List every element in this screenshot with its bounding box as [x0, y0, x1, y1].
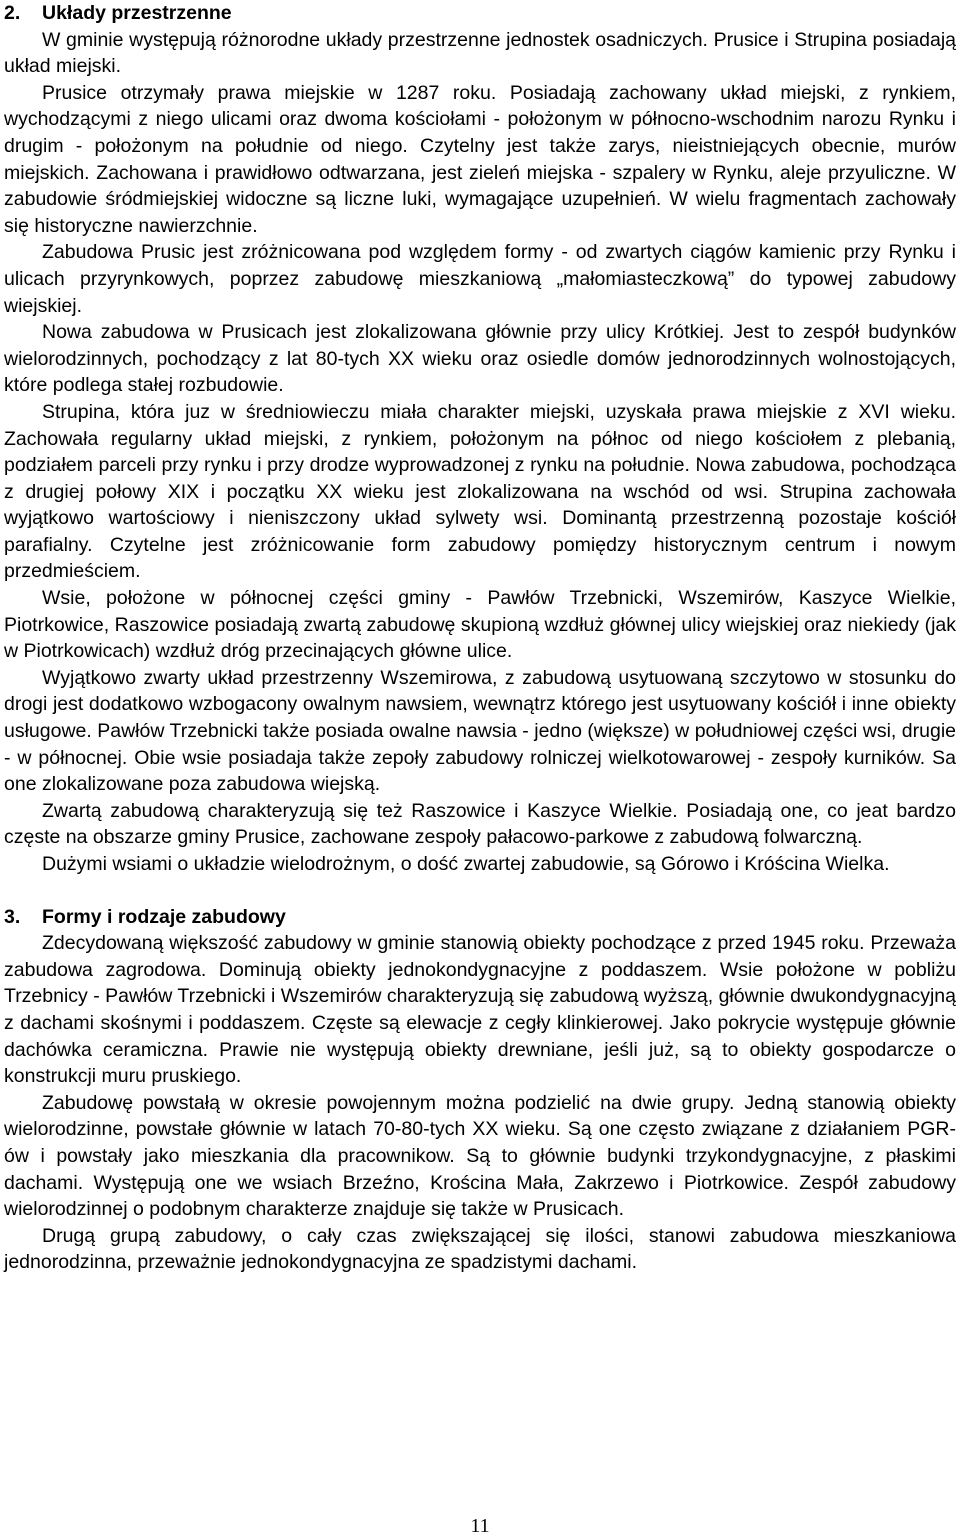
paragraph: Strupina, która juz w średniowieczu miała charakter miejski, uzyskała prawa miejskie z XVI wieku. Zachowała regularny układ miejski, z rynkiem, położonym na północ od niego kościołem z plebanią, podziałem parceli przy rynku i przy drodze wyprowadzonej z rynku na południe. Nowa zabudowa, pochodząca z drugiej połowy XIX i początku XX wieku jest zlokalizowana na wschód od wsi. Strupina zachowała wyjątkowo wartościowy i nieniszczony układ sylwety wsi. Dominantą przestrzenną pozostaje kościół parafialny. Czytelne jest zróżnicowanie form zabudowy pomiędzy historycznym centrum i nowym przedmieściem. — [4, 400, 956, 583]
paragraph: Zabudowę powstałą w okresie powojennym można podzielić na dwie grupy. Jedną stanowią obiekty wielorodzinne, powstałe głównie w latach 70-80-tych XX wieku. Są one często związane z działaniem PGR-ów i powstały jako mieszkania dla pracownikow. Są to głównie budynki trzykondygnacyjne, z płaskimi dachami. Występują one we wsiach Brzeźno, Krościna Mała, Zakrzewo i Piotrkowice. Zespół zabudowy wielorodzinnej o podobnym charakterze znajduje się także w Prusicach. — [4, 1091, 956, 1221]
section-title: Formy i rodzaje zabudowy — [42, 905, 286, 928]
paragraph: W gminie występują różnorodne układy przestrzenne jednostek osadniczych. Prusice i Strupina posiadają układ miejski. — [4, 28, 956, 78]
paragraph: Zdecydowaną większość zabudowy w gminie stanowią obiekty pochodzące z przed 1945 roku. Przeważa zabudowa zagrodowa. Dominują obiekty jednokondygnacyjne z poddaszem. Wsie położone w pobliżu Trzebnicy - Pawłów Trzebnicki i Wszemirów charakteryzują się zabudową wyższą, głównie dwukondygnacyjną z dachami skośnymi i poddaszem. Częste są elewacje z cegły klinkierowej. Jako pokrycie występuje głównie dachówka ceramiczna. Prawie nie występują obiekty drewniane, jeśli już, są to obiekty gospodarcze o konstrukcji muru pruskiego. — [4, 932, 956, 1088]
section-building-forms — [4, 904, 956, 1276]
section-heading — [4, 904, 956, 931]
section-heading — [4, 0, 956, 27]
paragraph: Wsie, położone w północnej części gminy - Pawłów Trzebnicki, Wszemirów, Kaszyce Wielkie, Piotrkowice, Raszowice posiadają zwartą zabudowę skupioną wzdłuż głównej ulicy wiejskiej oraz niekiedy (jak w Piotrkowicach) wzdłuż dróg przecinających główne ulice. — [4, 587, 956, 663]
section-spatial-layouts — [4, 0, 956, 878]
section-title: Układy przestrzenne — [42, 2, 232, 24]
section-spacer — [4, 878, 956, 904]
paragraph: Zabudowa Prusic jest zróżnicowana pod względem formy - od zwartych ciągów kamienic przy Rynku i ulicach przyrynkowych, poprzez zabudowę mieszkaniową „małomiasteczkową” do typowej zabudowy wiejskiej. — [4, 241, 956, 317]
paragraph: Dużymi wsiami o układzie wielodrożnym, o dość zwartej zabudowie, są Górowo i Króścina Wielka. — [42, 853, 890, 875]
page-number: 11 — [470, 1515, 490, 1537]
paragraph: Wyjątkowo zwarty układ przestrzenny Wszemirowa, z zabudową usytuowaną szczytowo w stosunku do drogi jest dodatkowo wzbogacony owalnym nawsiem, wewnątrz którego jest usytuowany kościół i inne obiekty usługowe. Pawłów Trzebnicki także posiada owalne nawsia - jedno (większe) w południowej części wsi, drugie - w północnej. Obie wsie posiadaja także zepoły zabudowy rolniczej wielkotowarowej - zespoły kurników. Sa one zlokalizowane poza zabudowa wiejską. — [4, 666, 956, 796]
section-number: 2. — [4, 2, 21, 24]
paragraph: Nowa zabudowa w Prusicach jest zlokalizowana głównie przy ulicy Krótkiej. Jest to zespół budynków wielorodzinnych, pochodzący z lat 80-tych XX wieku oraz osiedle domów jednorodzinnych wolnostojących, które podlega stałej rozbudowie. — [4, 321, 956, 397]
paragraph: Drugą grupą zabudowy, o cały czas zwiększającej się ilości, stanowi zabudowa mieszkaniowa jednorodzinna, przeważnie jednokondygnacyjna ze spadzistymi dachami. — [4, 1224, 956, 1274]
paragraph: Prusice otrzymały prawa miejskie w 1287 roku. Posiadają zachowany układ miejski, z rynkiem, wychodzącymi z niego ulicami oraz dwoma kościołami - położonym w północno-wschodnim narozu Rynku i drugim - położonym na południe od niego. Czytelny jest także zarys, nieistniejących obecnie, murów miejskich. Zachowana i prawidłowo odtwarzana, jest zieleń miejska - szpalery w Rynku, aleje przyuliczne. W zabudowie śródmiejskiej widoczne są liczne luki, wymagające uzupełnień. W wielu fragmentach zachowały się historyczne nawierzchnie. — [4, 81, 956, 237]
section-number: 3. — [4, 905, 21, 928]
paragraph: Zwartą zabudową charakteryzują się też Raszowice i Kaszyce Wielkie. Posiadają one, co jeat bardzo częste na obszarze gminy Prusice, zachowane zespoły pałacowo-parkowe z zabudową folwarczną. — [4, 799, 956, 849]
